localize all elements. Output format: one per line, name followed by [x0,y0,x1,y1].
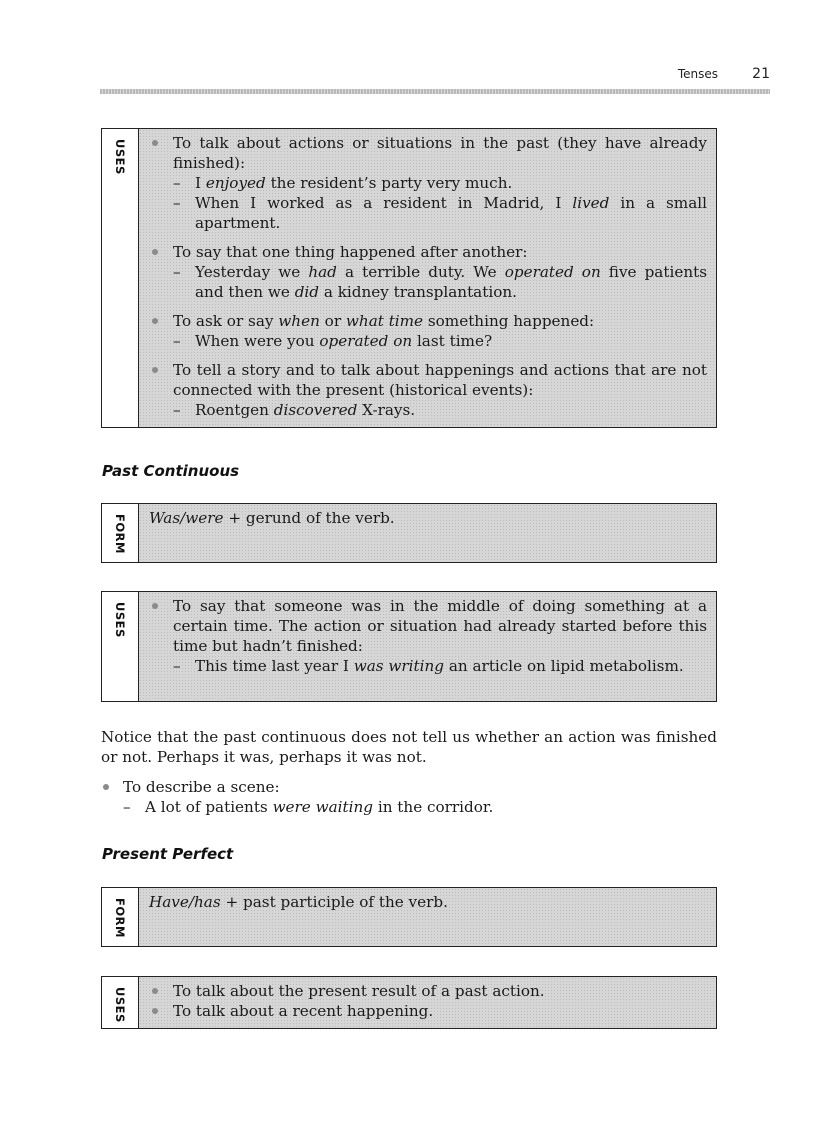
page-header [100,65,770,95]
tab-label: FORM [113,898,127,938]
tab-label: USES [113,139,127,175]
list-item [149,1001,707,1021]
box-content [139,888,716,946]
item-text: To ask or say when or what time something happened: [173,312,595,330]
tab-label: USES [113,987,127,1023]
box-tab [102,129,139,427]
present-perfect-form-box [101,887,717,947]
bullet-icon [152,988,158,994]
item-text: To say that one thing happened after another: [173,243,528,261]
example: – Yesterday we had a terrible duty. We operated on five patients and then we did a kidney transplantation. [173,263,707,301]
form-text: Have/has + past participle of the verb. [149,893,448,911]
list-item [149,242,707,302]
scene-list [101,777,717,817]
box-content [139,592,716,701]
bullet-icon [152,367,158,373]
past-simple-uses-box [101,128,717,428]
box-content [139,977,716,1028]
tab-label: FORM [113,514,127,554]
section-heading: Past Continuous [102,462,240,480]
list-item [149,311,707,351]
item-text: To talk about actions or situations in the past (they have already finished): [173,134,707,172]
example: – I enjoyed the resident’s party very much. [173,174,513,192]
notice-paragraph: Notice that the past continuous does not tell us whether an action was finished or not. Perhaps it was, perhaps it was not. [101,728,717,766]
example: – A lot of patients were waiting in the corridor. [123,798,494,816]
list-item [149,133,707,233]
list-item [149,596,707,676]
page-number: 21 [752,66,770,82]
bullet-icon [152,249,158,255]
bullet-icon [152,140,158,146]
item-text: To tell a story and to talk about happenings and actions that are not connected with the present (historical events): [173,361,707,399]
box-content [139,129,716,427]
list-item [101,777,717,817]
present-perfect-uses-box [101,976,717,1029]
item-text: To talk about a recent happening. [173,1002,434,1020]
past-continuous-uses-box [101,591,717,702]
example: – When I worked as a resident in Madrid, I lived in a small apartment. [173,194,707,232]
bullet-icon [103,784,109,790]
list-item [149,360,707,420]
list-item [149,981,707,1001]
item-text: To describe a scene: [123,778,280,796]
item-text: To say that someone was in the middle of doing something at a certain time. The action or situation had already started before this time but hadn’t finished: [173,597,707,655]
box-tab [102,888,139,946]
item-text: To talk about the present result of a past action. [173,982,545,1000]
header-rule [100,89,770,94]
tab-label: USES [113,602,127,638]
bullet-icon [152,603,158,609]
section-title: Tenses [677,67,718,81]
example: – Roentgen discovered X-rays. [173,401,416,419]
bullet-icon [152,1008,158,1014]
past-continuous-form-box [101,503,717,563]
box-tab [102,592,139,701]
box-tab [102,977,139,1028]
example: – This time last year I was writing an article on lipid metabolism. [173,657,684,675]
box-content [139,504,716,562]
form-text: Was/were + gerund of the verb. [149,509,395,527]
box-tab [102,504,139,562]
example: – When were you operated on last time? [173,332,493,350]
section-heading: Present Perfect [102,845,234,863]
bullet-icon [152,318,158,324]
